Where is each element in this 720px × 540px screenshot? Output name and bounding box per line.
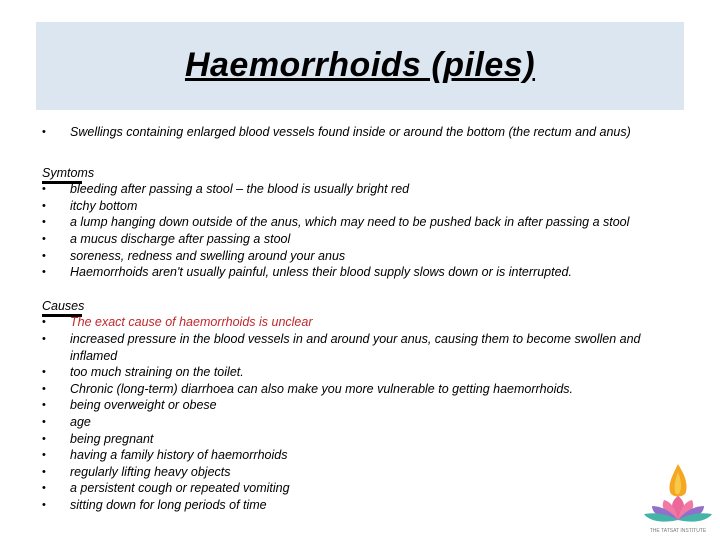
bullet-marker: • <box>42 266 46 279</box>
list-item-text: regularly lifting heavy objects <box>70 464 231 479</box>
list-item-text: a persistent cough or repeated vomiting <box>70 481 290 496</box>
intro-text: Swellings containing enlarged blood vessels found inside or around the bottom (the rectum and anus) <box>70 125 631 139</box>
list-item <box>42 414 682 431</box>
list-item <box>42 480 682 497</box>
list-item-text: soreness, redness and swelling around your anus <box>70 248 346 263</box>
causes-heading: Causes <box>42 298 682 315</box>
bullet-marker: • <box>42 126 46 138</box>
list-item <box>42 431 682 448</box>
list-item-text: Chronic (long-term) diarrhoea can also make you more vulnerable to getting haemorrhoids. <box>70 381 574 396</box>
list-item-text: increased pressure in the blood vessels in and around your anus, causing them to become swollen and inflamed <box>70 331 641 363</box>
list-item <box>42 181 682 198</box>
bullet-marker: • <box>42 399 46 412</box>
bullet-marker: • <box>42 232 46 245</box>
list-item <box>42 331 682 364</box>
list-item-text: a mucus discharge after passing a stool <box>70 231 291 246</box>
bullet-marker: • <box>42 482 46 495</box>
bullet-marker: • <box>42 199 46 212</box>
list-item-text: age <box>70 414 91 429</box>
bullet-marker: • <box>42 449 46 462</box>
symptoms-heading: Symtoms <box>42 165 682 182</box>
list-item-text: sitting down for long periods of time <box>70 497 267 512</box>
bullet-marker: • <box>42 498 46 511</box>
list-item <box>42 447 682 464</box>
list-item-text: being overweight or obese <box>70 398 217 413</box>
list-item <box>42 231 682 248</box>
bullet-marker: • <box>42 216 46 229</box>
list-item <box>42 464 682 481</box>
bullet-marker: • <box>42 332 46 345</box>
intro-bullet <box>42 124 682 141</box>
list-item <box>42 264 682 281</box>
logo-caption: THE TATSAT INSTITUTE <box>649 528 707 534</box>
slide-title: Haemorrhoids (piles) <box>184 46 536 84</box>
bullet-marker: • <box>42 415 46 428</box>
bullet-marker: • <box>42 183 46 196</box>
list-item <box>42 364 682 381</box>
causes-list <box>42 314 682 513</box>
lotus-icon <box>644 496 712 522</box>
list-item <box>42 198 682 215</box>
list-item-text: too much straining on the toilet. <box>70 365 244 380</box>
bullet-marker: • <box>42 366 46 379</box>
list-item-text: The exact cause of haemorrhoids is unclear <box>70 315 313 330</box>
list-item <box>42 248 682 265</box>
list-item <box>42 397 682 414</box>
list-item-text: Haemorrhoids aren't usually painful, unless their blood supply slows down or is interrupted. <box>70 265 572 280</box>
list-item <box>42 381 682 398</box>
bullet-marker: • <box>42 465 46 478</box>
list-item-text: having a family history of haemorrhoids <box>70 448 288 463</box>
list-item-text: bleeding after passing a stool – the blood is usually bright red <box>70 182 410 197</box>
list-item-text: being pregnant <box>70 431 154 446</box>
list-item <box>42 214 682 231</box>
bullet-marker: • <box>42 382 46 395</box>
bullet-marker: • <box>42 249 46 262</box>
bullet-marker: • <box>42 316 46 329</box>
list-item <box>42 314 682 331</box>
list-item-text: a lump hanging down outside of the anus, which may need to be pushed back in after passing a stool <box>70 215 630 230</box>
title-banner <box>36 22 684 110</box>
symptoms-list <box>42 181 682 281</box>
slide-content <box>42 124 682 513</box>
bullet-marker: • <box>42 432 46 445</box>
tatsat-logo <box>640 458 716 538</box>
list-item <box>42 497 682 514</box>
list-item-text: itchy bottom <box>70 198 138 213</box>
